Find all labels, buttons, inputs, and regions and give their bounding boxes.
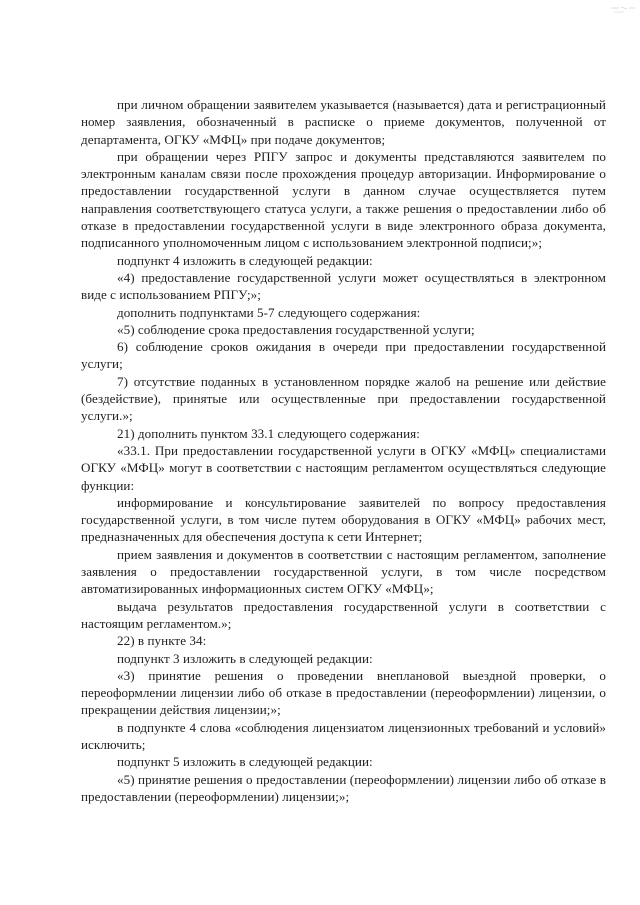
document-body bbox=[81, 96, 606, 805]
paragraph: подпункт 5 изложить в следующей редакции: bbox=[117, 754, 373, 770]
paragraph: дополнить подпунктами 5-7 следующего содержания: bbox=[117, 304, 421, 320]
paragraph: подпункт 3 изложить в следующей редакции: bbox=[117, 650, 373, 666]
paragraph: 6) соблюдение сроков ожидания в очереди при предоставлении государственной услуги; bbox=[81, 339, 606, 372]
paragraph: при личном обращении заявителем указывается (называется) дата и регистрационный номер заявления, обозначенный в расписке о приеме документов, полученной от департамента, ОГКУ «МФЦ» при подаче документов; bbox=[81, 97, 606, 147]
paragraph: прием заявления и документов в соответствии с настоящим регламентом, заполнение заявления о предоставлении государственной услуги, в том числе посредством автоматизированных информационных систем ОГКУ «МФЦ»; bbox=[81, 546, 606, 597]
paragraph: подпункт 4 изложить в следующей редакции: bbox=[117, 252, 373, 268]
paragraph: «5) соблюдение срока предоставления государственной услуги; bbox=[117, 321, 475, 337]
paragraph: «5) принятие решения о предоставлении (переоформлении) лицензии либо об отказе в предоставлении (переоформлении) лицензии;»; bbox=[81, 771, 606, 804]
paragraph: при обращении через РПГУ запрос и документы представляются заявителем по электронным каналам связи после прохождения процедур авторизации. Информирование о предоставлении государственной услуги в данном случае осуществляется путем направления соответствующего статуса услуги, а также решения о предоставлении либо об отказе в предоставлении государственной услуги в виде электронного образа документа, подписанного уполномоченным лицом с использованием электронной подписи;»; bbox=[81, 148, 606, 251]
scan-artifact-mark bbox=[610, 4, 636, 16]
paragraph: 22) в пункте 34: bbox=[117, 633, 207, 649]
paragraph: в подпункте 4 слова «соблюдения лицензиатом лицензионных требований и условий» исключить; bbox=[81, 719, 606, 752]
paragraph: 7) отсутствие поданных в установленном порядке жалоб на решение или действие (бездействие), принятые или осуществленные при предоставлении государственной услуги.»; bbox=[81, 373, 606, 424]
paragraph: «33.1. При предоставлении государственной услуги в ОГКУ «МФЦ» специалистами ОГКУ «МФЦ» могут в соответствии с настоящим регламентом осуществляться следующие функции: bbox=[81, 442, 606, 493]
paragraph: «3) принятие решения о проведении внеплановой выездной проверки, о переоформлении лицензии либо об отказе в предоставлении (переоформлении) лицензии, о прекращении действия лицензии;»; bbox=[81, 667, 606, 718]
paragraph: 21) дополнить пунктом 33.1 следующего содержания: bbox=[117, 425, 420, 441]
paragraph: информирование и консультирование заявителей по вопросу предоставления государственной услуги, в том числе путем оборудования в ОГКУ «МФЦ» рабочих мест, предназначенных для обеспечения доступа к сети Интернет; bbox=[81, 494, 606, 545]
paragraph: «4) предоставление государственной услуги может осуществляться в электронном виде с использованием РПГУ;»; bbox=[81, 269, 606, 303]
paragraph: выдача результатов предоставления государственной услуги в соответствии с настоящим регламентом.»; bbox=[81, 598, 606, 631]
